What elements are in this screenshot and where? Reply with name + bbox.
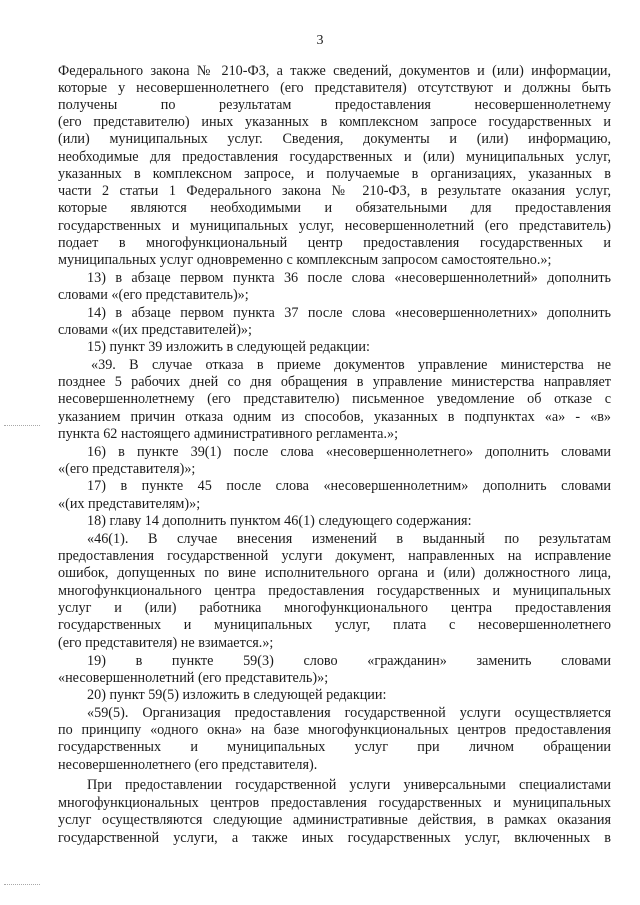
text-line: подает в многофункциональный центр предоставления государственных и [58,235,611,251]
text-line: части 2 статьи 1 Федерального закона № 210-ФЗ, в результате оказания услуг, [58,183,611,199]
text-line: (или) муниципальных услуг. Сведения, документы и (или) информацию, [58,131,611,147]
text-line: 18) главу 14 дополнить пунктом 46(1) следующего содержания: [87,513,472,529]
text-line: «59(5). Организация предоставления государственной услуги осуществляется [87,705,611,721]
text-line: государственных и муниципальных услуг при личном обращении [58,739,611,755]
text-line: 13) в абзаце первом пункта 36 после слова «несовершеннолетний» дополнить [87,270,611,286]
text-line: 14) в абзаце первом пункта 37 после слова «несовершеннолетних» дополнить [87,305,611,321]
text-line: ошибок, допущенных по вине исполнительного органа и (или) должностного лица, [58,565,611,581]
text-line: (его представителю) иных указанных в комплексном запросе государственных и [58,114,611,130]
text-line: 19) в пункте 59(3) слово «гражданин» заменить словами [87,653,611,669]
page-number: 3 [316,33,324,48]
text-line: словами «(его представитель)»; [58,287,249,303]
text-line: Федерального закона № 210-ФЗ, а также сведений, документов и (или) информации, [58,63,611,79]
text-line: государственной услуги, а также иных государственных услуг, включенных в [58,830,611,846]
text-line: словами «(их представителей)»; [58,322,252,338]
text-line: 20) пункт 59(5) изложить в следующей редакции: [87,687,387,703]
text-line: указанных в комплексном запросе, и получаемые в организациях, указанных в [58,166,611,182]
text-line: необходимые для предоставления государственных и (или) муниципальных услуг, [58,149,611,165]
text-line: муниципальных услуг одновременно с комплексным запросом самостоятельно.»; [58,252,552,268]
text-line: услуг и (или) работника многофункционального центра предоставления [58,600,611,616]
text-line: 15) пункт 39 изложить в следующей редакции: [87,339,370,355]
text-line: государственных и муниципальных услуг, несовершеннолетний (его представитель) [58,218,611,234]
text-line: услуг осуществляются следующие административные действия, в рамках оказания [58,812,611,828]
text-line: «39. В случае отказа в приеме документов управление министерства не [91,357,611,373]
text-line: несовершеннолетнему (его представителю) письменное уведомление об отказе с [58,391,611,407]
text-line: (его представителя) не взимается.»; [58,635,274,651]
text-line: пункта 62 настоящего административного регламента.»; [58,426,399,442]
text-line: которые у несовершеннолетнего (его представителя) отсутствуют и должны быть [58,80,611,96]
text-line: «46(1). В случае внесения изменений в выданный по результатам [87,531,611,547]
text-line: по принципу «одного окна» на базе многофункциональных центров предоставления [58,722,611,738]
margin-scan-mark [4,425,40,426]
text-line: «(их представителям)»; [58,496,201,512]
text-line: многофункционального центра предоставления государственных и муниципальных [58,583,611,599]
text-line: получены по результатам предоставления несовершеннолетнему [58,97,611,113]
text-line: несовершеннолетнего (его представителя). [58,757,318,773]
text-line: 16) в пункте 39(1) после слова «несовершеннолетнего» дополнить словами [87,444,611,460]
text-line: государственных и муниципальных услуг, плата с несовершеннолетнего [58,617,611,633]
text-line: 17) в пункте 45 после слова «несовершеннолетним» дополнить словами [87,478,611,494]
text-line: многофункциональных центров предоставления государственных и муниципальных [58,795,611,811]
text-line: которые являются необходимыми и обязательными для предоставления [58,200,611,216]
text-line: предоставления государственной услуги документ, направленных на исправление [58,548,611,564]
margin-scan-mark [4,884,40,885]
text-line: «несовершеннолетний (его представитель)»; [58,670,329,686]
text-line: При предоставлении государственной услуги универсальными специалистами [87,777,611,793]
text-line: «(его представителя)»; [58,461,196,477]
text-line: указанием причин отказа одним из способов, указанных в подпунктах «а» - «в» [58,409,611,425]
text-line: позднее 5 рабочих дней со дня обращения в управление министерства направляет [58,374,611,390]
